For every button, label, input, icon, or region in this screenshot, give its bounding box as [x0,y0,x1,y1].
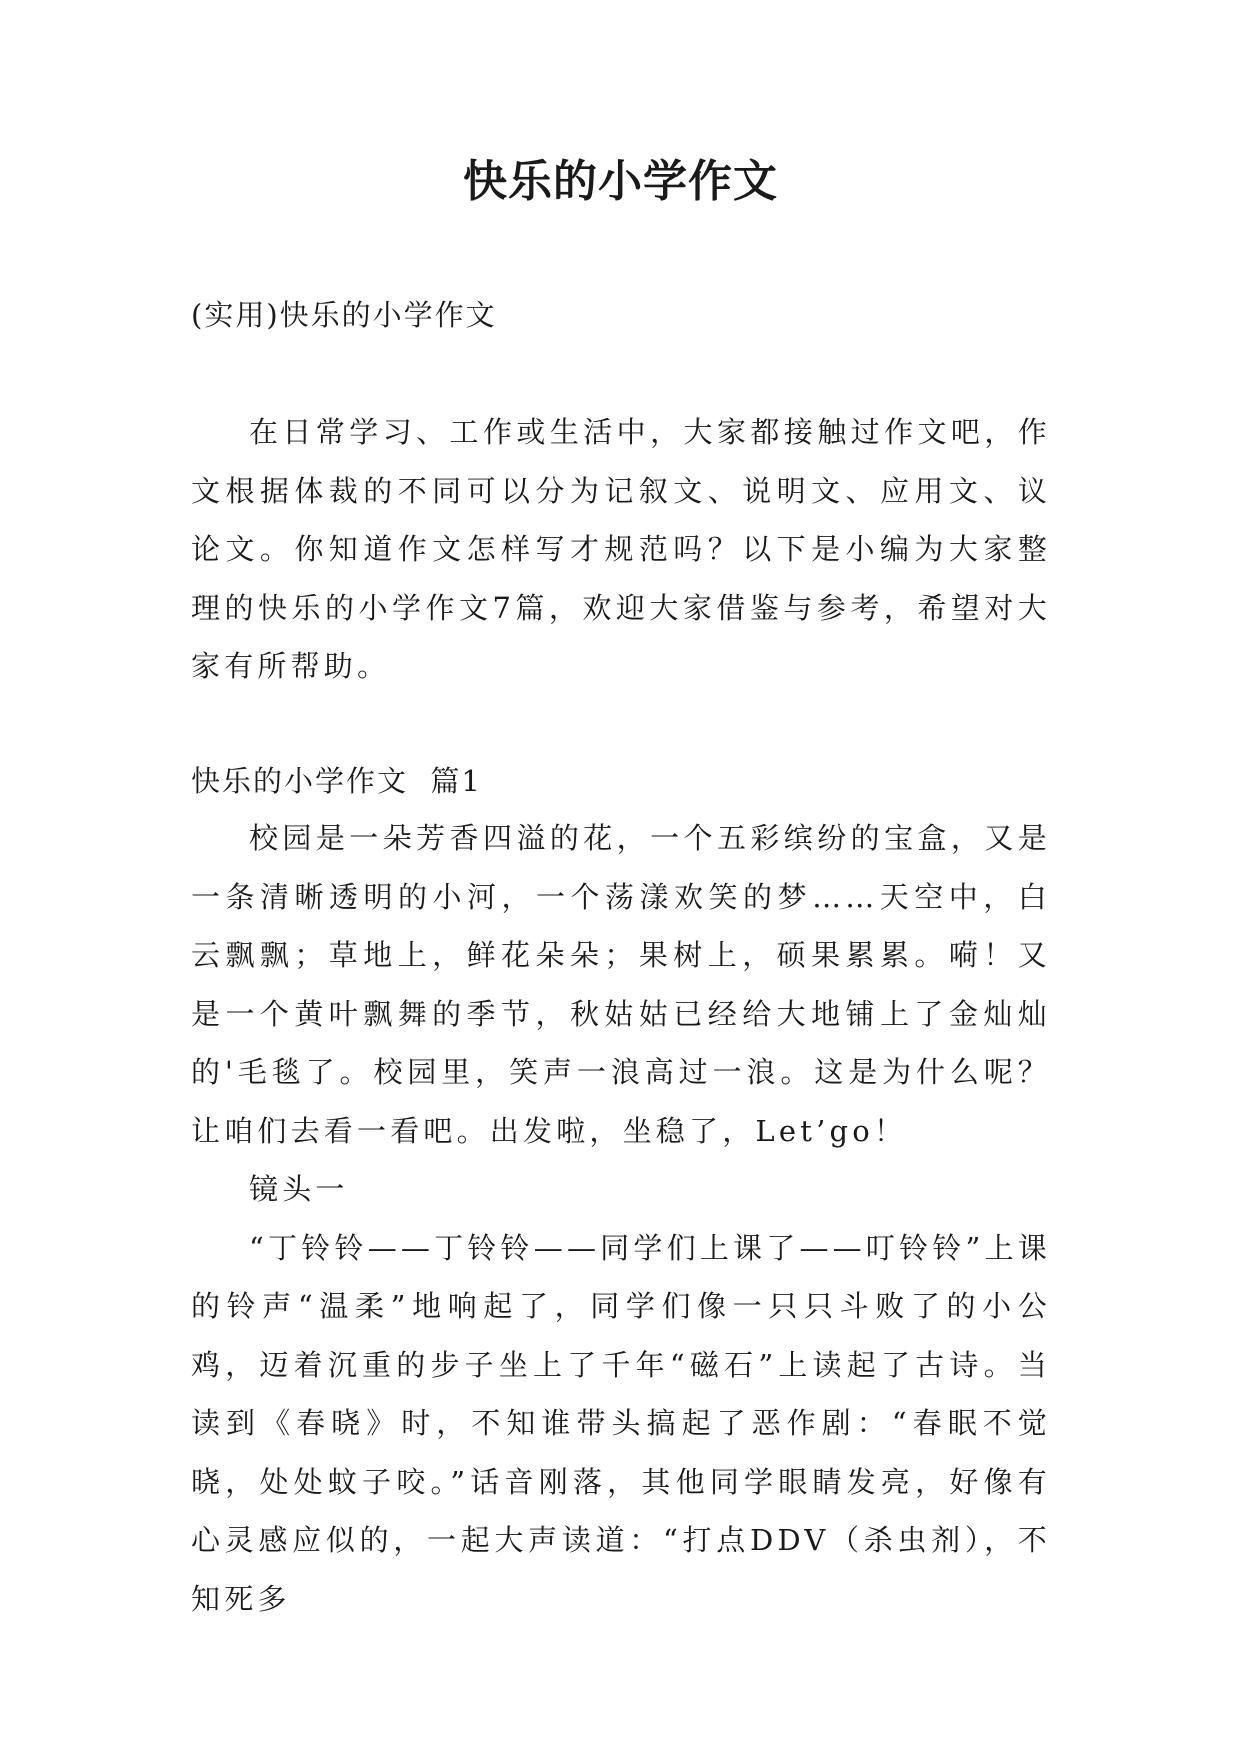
essay-paragraph: 校园是一朵芳香四溢的花，一个五彩缤纷的宝盒，又是一条清晰透明的小河，一个荡漾欢笑的梦……天空中，白云飘飘；草地上，鲜花朵朵；果树上，硕果累累。嗬！又是一个黄叶飘舞的季节，秋姑姑已经给大地铺上了金灿灿的'毛毯了。校园里，笑声一浪高过一浪。这是为什么呢？让咱们去看一看吧。出发啦，坐稳了，Let’go！ [191,821,1051,1148]
document-title: 快乐的小学作文 [463,156,778,207]
essay-paragraph: 镜头一 [249,1172,349,1206]
intro-block [191,403,1051,696]
document-subtitle: (实用)快乐的小学作文 [191,298,497,332]
essay-paragraph: “丁铃铃——丁铃铃——同学们上课了——叮铃铃”上课的铃声“温柔”地响起了，同学们像一只只斗败了的小公鸡，迈着沉重的步子坐上了千年“磁石”上读起了古诗。当读到《春晓》时，不知谁带头搞起了恶作剧：“春眠不觉晓，处处蚊子咬。”话音刚落，其他同学眼睛发亮，好像有心灵感应似的，一起大声读道：“打点DDV（杀虫剂），不知死多 [191,1230,1051,1616]
intro-paragraph: 在日常学习、工作或生活中，大家都接触过作文吧，作文根据体裁的不同可以分为记叙文、说明文、应用文、议论文。你知道作文怎样写才规范吗？以下是小编为大家整理的快乐的小学作文7篇，欢迎大家借鉴与参考，希望对大家有所帮助。 [191,415,1051,683]
essay-body [191,809,1051,1628]
section-heading: 快乐的小学作文 篇1 [191,764,482,798]
